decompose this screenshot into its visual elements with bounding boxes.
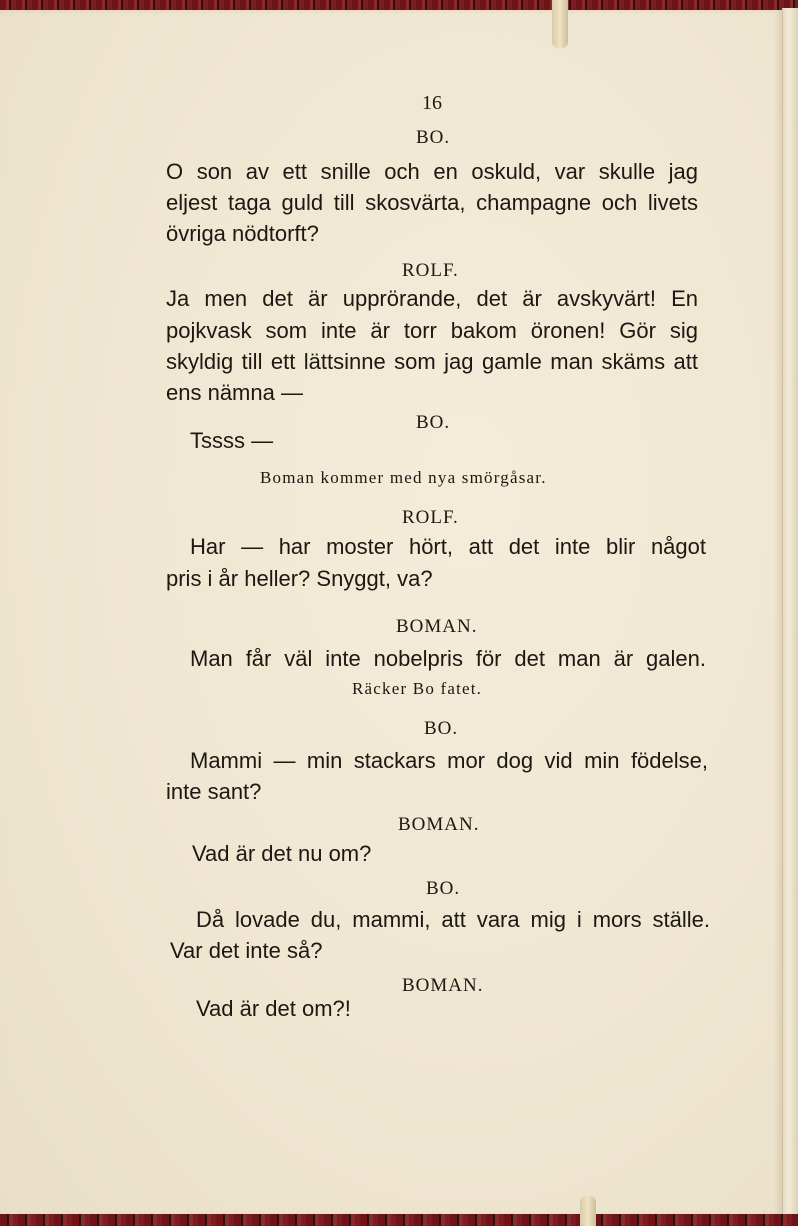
speaker-name: BOMAN. (396, 616, 478, 637)
speaker-name: ROLF. (402, 507, 459, 528)
speaker-name: BO. (426, 878, 461, 899)
speaker-name: BOMAN. (398, 814, 480, 835)
text-line: eljest taga guld till skosvärta, champagne och livets (166, 190, 698, 215)
text-line: Ja men det är upprörande, det är avskyvärt! En (166, 286, 698, 311)
text-line: ens nämna — (166, 380, 303, 405)
text-line: övriga nödtorft? (166, 221, 319, 246)
speaker-name: BOMAN. (402, 975, 484, 996)
bookmark-ribbon-bottom (580, 1196, 596, 1226)
page-edge (782, 8, 798, 1218)
book-cover-bottom (0, 1214, 798, 1226)
text-line: O son av ett snille och en oskuld, var skulle jag (166, 159, 698, 184)
text-line: Tssss — (190, 428, 274, 453)
speaker-name: BO. (416, 127, 451, 148)
text-line: Då lovade du, mammi, att vara mig i mors ställe. (196, 907, 710, 932)
text-line: Man får väl inte nobelpris för det man är galen. (190, 646, 706, 671)
text-line: Var det inte så? (170, 938, 323, 963)
text-line: pris i år heller? Snyggt, va? (166, 566, 433, 591)
text-line: Vad är det nu om? (192, 841, 372, 866)
text-line: Vad är det om?! (196, 996, 351, 1021)
stage-direction: Räcker Bo fatet. (352, 679, 483, 698)
text-line: pojkvask som inte är torr bakom öronen! Gör sig (166, 318, 698, 343)
text-line: Mammi — min stackars mor dog vid min födelse, (190, 748, 708, 773)
speaker-name: ROLF. (402, 260, 459, 281)
stage-direction: Boman kommer med nya smörgåsar. (260, 468, 547, 487)
text-line: inte sant? (166, 779, 262, 804)
speaker-name: BO. (416, 412, 451, 433)
text-line: Har — har moster hört, att det inte blir något (190, 534, 706, 559)
speaker-name: BO. (424, 718, 459, 739)
page-number: 16 (422, 92, 442, 114)
text-line: skyldig till ett lättsinne som jag gamle man skäms att (166, 349, 698, 374)
bookmark-ribbon-top (552, 0, 568, 48)
